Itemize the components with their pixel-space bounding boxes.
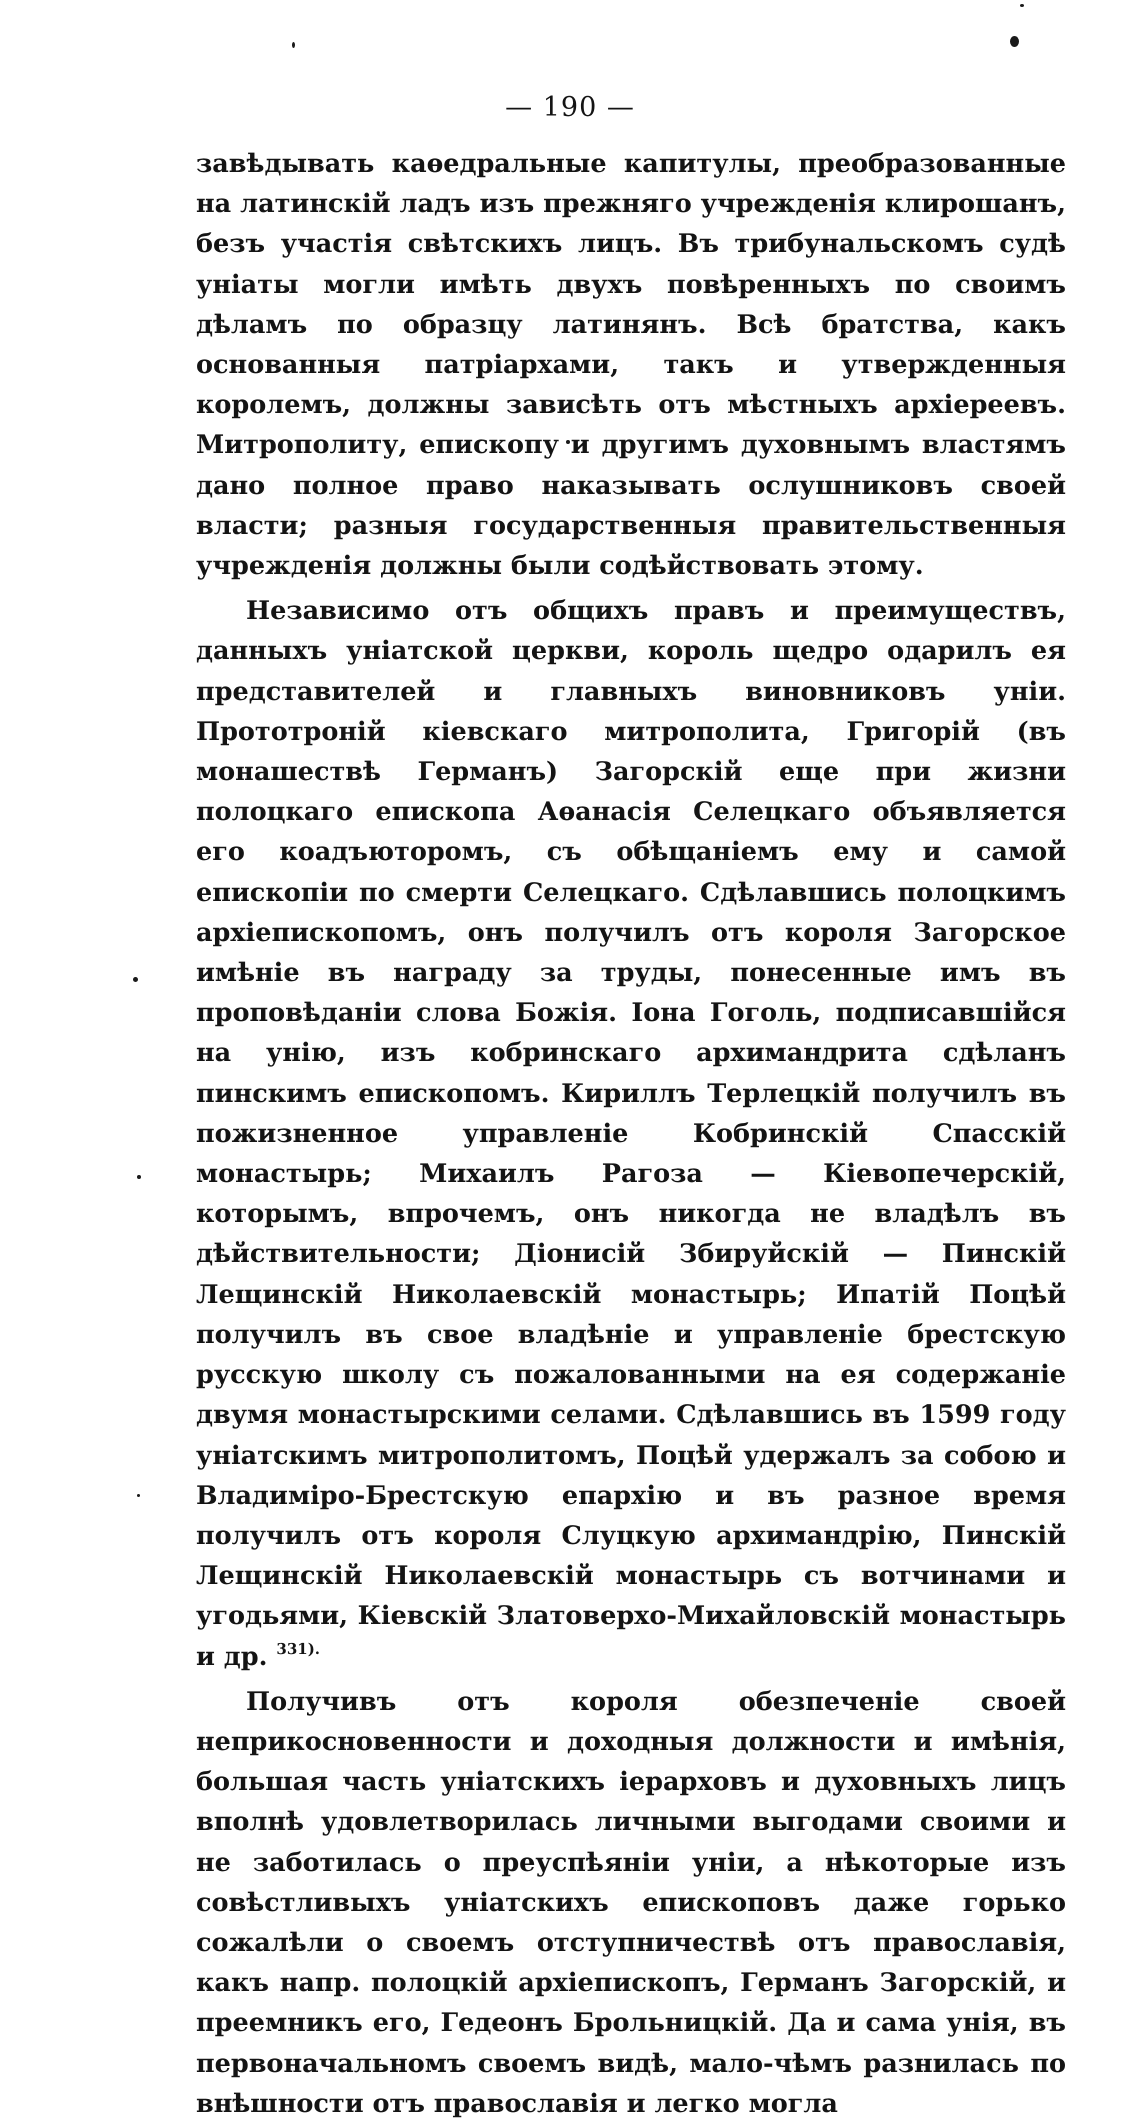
paragraph <box>196 1682 1066 2124</box>
paragraph <box>196 591 1066 1676</box>
scan-speck <box>137 1494 140 1497</box>
paragraph <box>196 144 1066 586</box>
page-number: — 190 — <box>505 92 635 123</box>
paragraph-text: завѣдывать каѳедральные капитулы, преобразованные на латинскій ладъ изъ прежняго учрежденія клирошанъ, безъ участія свѣтскихъ лицъ. Въ трибунальскомъ судѣ уніаты могли имѣть двухъ повѣренныхъ по своимъ дѣламъ по образцу латинянъ. Всѣ братства, какъ основанныя патріархами, такъ и утвержденныя королемъ, должны зависѣть отъ мѣстныхъ архіереевъ. Митрополиту, епископу и другимъ духовнымъ властямъ дано полное право наказывать ослушниковъ своей власти; разныя государственныя правительственныя учрежденія должны были содѣйствовать этому. <box>196 149 1066 582</box>
body-text <box>196 144 1066 2124</box>
paragraph-text: Независимо отъ общихъ правъ и преимуществъ, данныхъ уніатской церкви, король щедро одарилъ ея представителей и главныхъ виновниковъ уніи. Прототроній кіевскаго митрополита, Григорій (въ монашествѣ Германъ) Загорскій еще при жизни полоцкаго епископа Аѳанасія Селецкаго объявляется его коадъюторомъ, съ обѣщаніемъ ему и самой епископіи по смерти Селецкаго. Сдѣлавшись полоцкимъ архіепископомъ, онъ получилъ отъ короля Загорское имѣніе въ награду за труды, понесенные имъ въ проповѣданіи слова Божія. Іона Гоголь, подписавшійся на унію, изъ кобринскаго архимандрита сдѣланъ пинскимъ епископомъ. Кириллъ Терлецкій получилъ въ пожизненное управленіе Кобринскій Спасскій монастырь; Михаилъ Рагоза — Кіевопечерскій, которымъ, впрочемъ, онъ никогда не владѣлъ въ дѣйствительности; Діонисій Збируйскій — Пинскій Лещинскій Николаевскій монастырь; Ипатій Поцѣй получилъ въ свое владѣніе и управленіе брестскую русскую школу съ пожалованными на ея содержаніе двумя монастырскими селами. Сдѣлавшись въ 1599 году уніатскимъ митрополитомъ, Поцѣй удержалъ за собою и Владиміро-Брестскую епархію и въ разное время получилъ отъ короля Слуцкую архимандрію, Пинскій Лещинскій Николаевскій монастырь съ вотчинами и угодьями, Кіевскій Златоверхо-Михайловскій монастырь и др. <box>196 596 1066 1672</box>
scan-speck <box>133 977 138 982</box>
paragraph-text: Получивъ отъ короля обезпеченіе своей неприкосновенности и доходныя должности и имѣнія, большая часть уніатскихъ іерарховъ и духовныхъ лицъ вполнѣ удовлетворилась личными выгодами своими и не заботилась о преуспѣяніи уніи, а нѣкоторые изъ совѣстливыхъ уніатскихъ епископовъ даже горько сожалѣли о своемъ отступничествѣ отъ православія, какъ напр. полоцкій архіепископъ, Германъ Загорскій, и преемникъ его, Гедеонъ Брольницкій. Да и сама унія, въ первоначальномъ своемъ видѣ, мало-чѣмъ разнилась по внѣшности отъ православія и легко могла <box>196 1686 1066 2119</box>
scan-speck <box>1010 36 1019 47</box>
scan-speck <box>1020 4 1024 7</box>
scan-speck <box>137 1175 141 1179</box>
scan-speck <box>292 42 295 48</box>
footnote-ref: 331). <box>276 1639 321 1658</box>
